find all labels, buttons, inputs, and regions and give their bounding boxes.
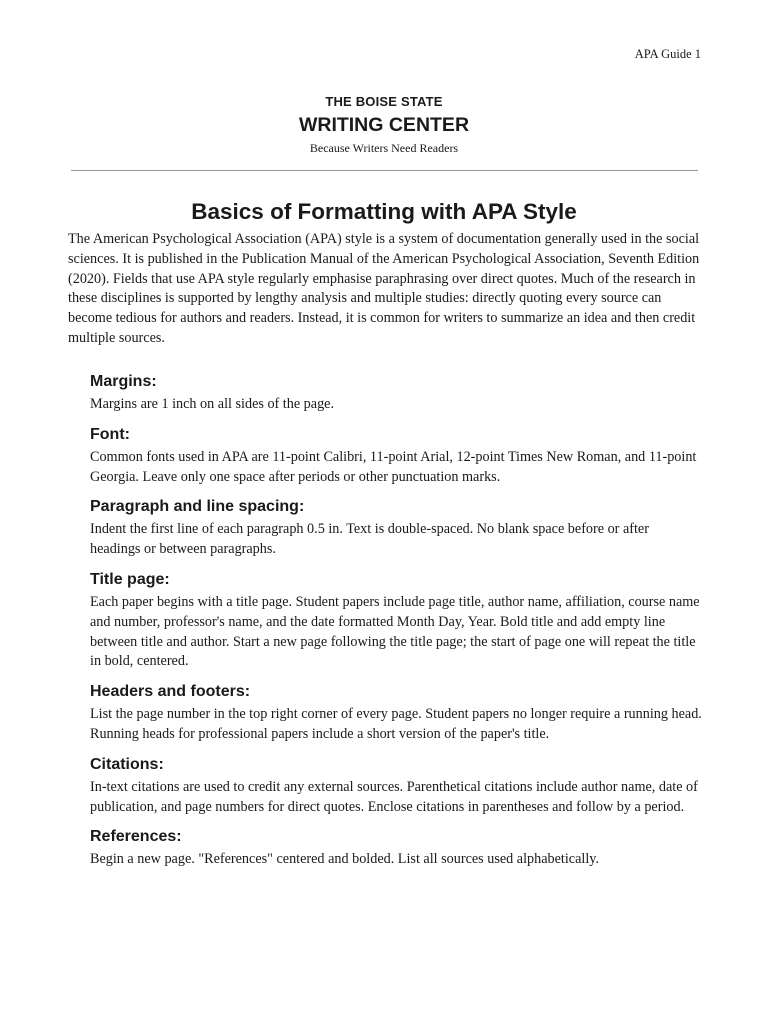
section-body: Margins are 1 inch on all sides of the page. — [90, 396, 335, 412]
page-number: APA Guide 1 — [634, 47, 701, 61]
section-body: Indent the first line of each paragraph 0.5 in. Text is double-spaced. No blank space before or after headings or between paragraphs. — [90, 521, 649, 558]
section-title-page — [90, 567, 702, 672]
header-divider — [71, 170, 698, 171]
section-heading: Headers and footers: — [90, 683, 251, 701]
tagline: Because Writers Need Readers — [309, 141, 459, 155]
section-body: Each paper begins with a title page. Student papers include page title, author name, affiliation, course name and number, professor's name, and the date formatted Month Day, Year. Bold title and add empty line between title and author. Start a new page following the title page; the start of page one will repeat the title in bold, centered. — [90, 593, 700, 670]
document-title: Basics of Formatting with APA Style — [191, 199, 577, 224]
intro-paragraph: The American Psychological Association (APA) style is a system of documentation generally used in the social sciences. It is published in the Publication Manual of the American Psychological Association, Seventh Edition (2020). Fields that use APA style regularly emphasise paraphrasing over direct quotes. Much of the research in these disciplines is supported by lengthy analysis and multiple studies: directly quoting every source can become tedious for authors and readers. Instead, it is common for writers to summarize an idea and then credit multiple sources. — [68, 231, 700, 346]
org-line: THE BOISE STATE — [325, 94, 443, 109]
section-heading: References: — [90, 828, 182, 846]
section-body: Begin a new page. "References" centered and bolded. List all sources used alphabetically. — [90, 851, 599, 868]
section-heading: Margins: — [90, 373, 157, 390]
section-body: List the page number in the top right corner of every page. Student papers no longer require a running head. Running heads for professional papers include a short version of the paper's title. — [90, 706, 702, 742]
section-heading: Title page: — [90, 570, 170, 588]
masthead — [0, 94, 768, 156]
section-paragraph-spacing — [90, 494, 702, 560]
section-font — [90, 422, 702, 488]
section-heading: Paragraph and line spacing: — [90, 498, 305, 516]
section-body: Common fonts used in APA are 11-point Calibri, 11-point Arial, 12-point Times New Roman, and 11-point Georgia. Leave only one space after periods or other punctuation marks. — [90, 448, 697, 485]
section-references — [90, 824, 702, 870]
section-headers-footers — [90, 679, 702, 745]
section-citations — [90, 752, 702, 818]
section-heading: Citations: — [90, 755, 164, 773]
sections-list — [90, 369, 702, 877]
writing-center-name: WRITING CENTER — [298, 114, 470, 136]
section-margins — [90, 369, 702, 415]
section-heading: Font: — [90, 425, 130, 443]
section-body: In-text citations are used to credit any external sources. Parenthetical citations include author name, date of publication, and page numbers for direct quotes. Enclose citations in parentheses and follow by a period. — [90, 778, 698, 815]
